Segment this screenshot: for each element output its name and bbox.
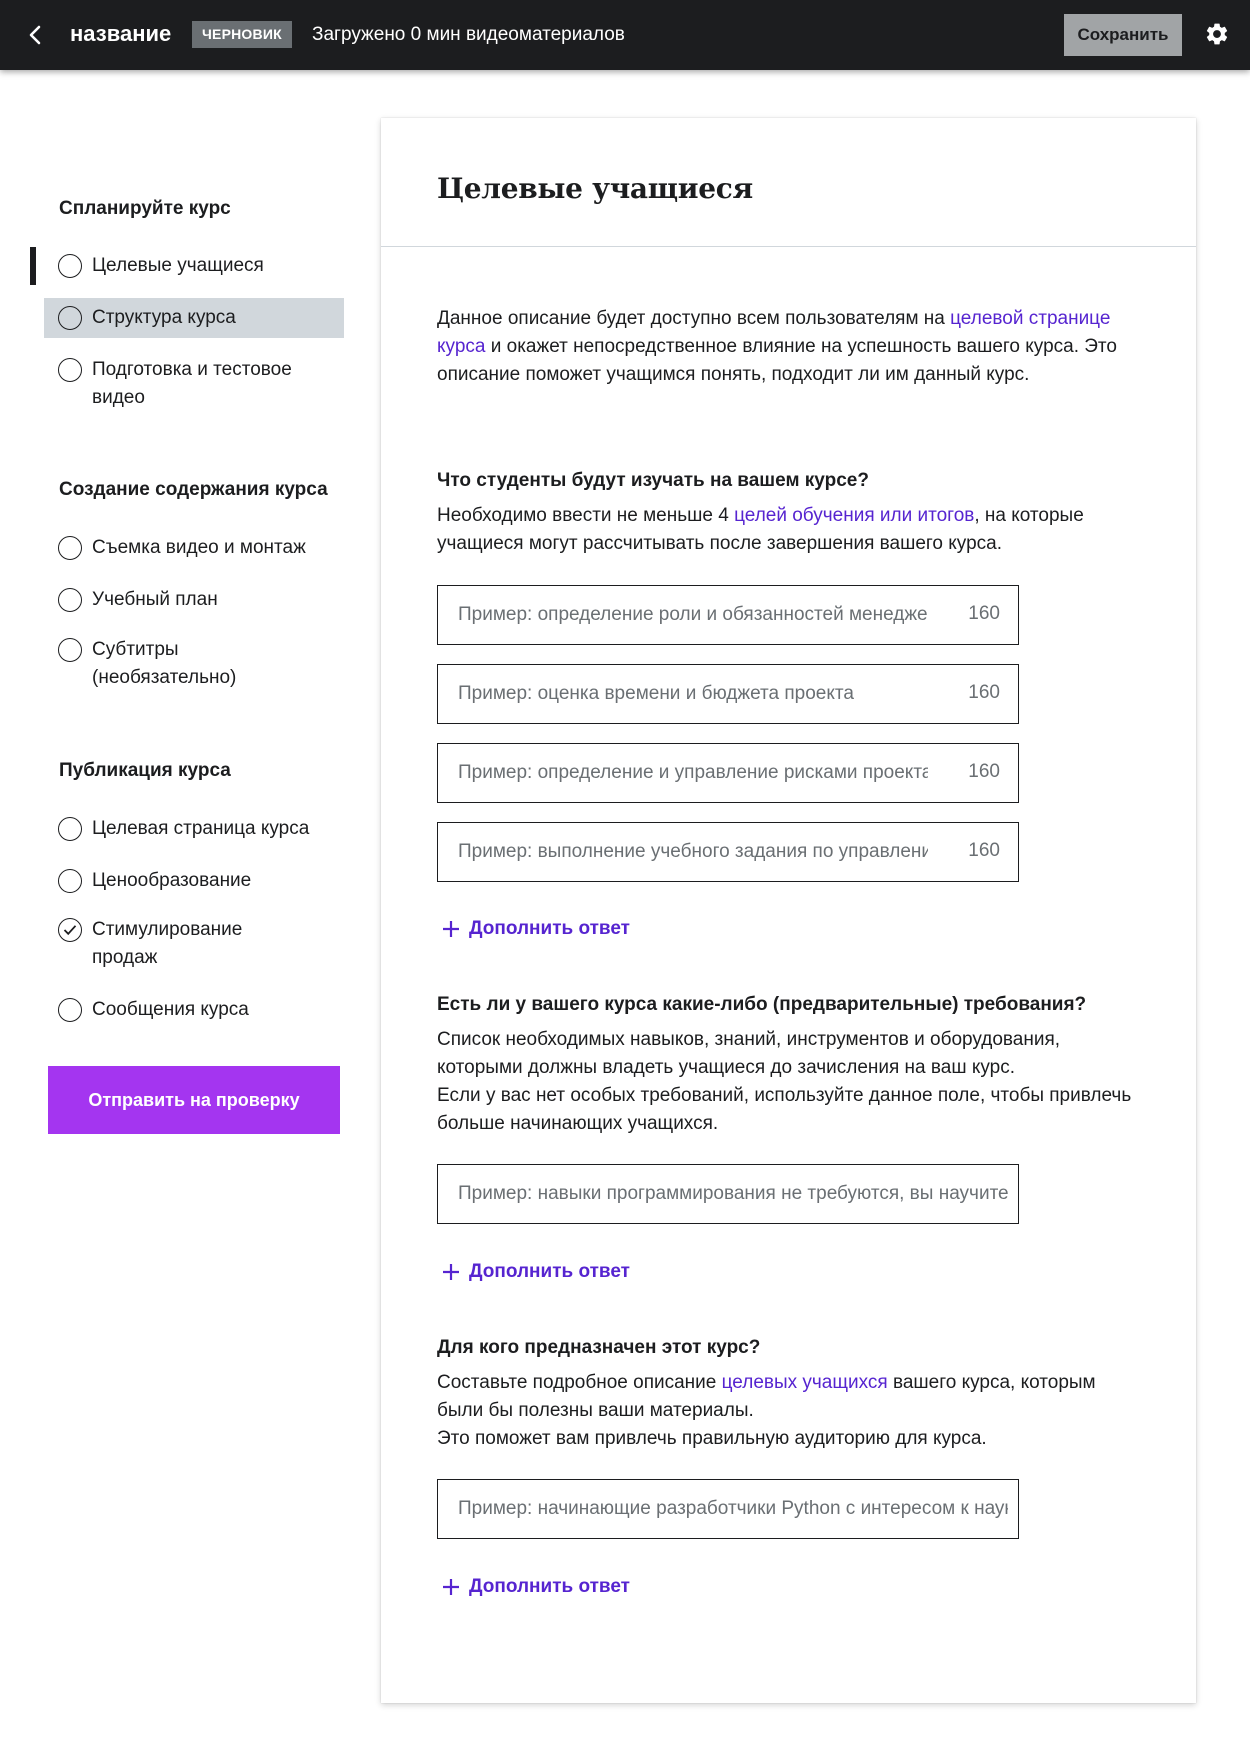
sidebar-item-label: Сообщения курса	[92, 999, 249, 1020]
circle-icon	[58, 254, 82, 278]
chevron-left-icon[interactable]	[22, 22, 48, 48]
card-header	[381, 118, 1196, 247]
add-answer-button-learn[interactable]: Дополнить ответ	[441, 918, 630, 940]
sidebar-item-target-learners[interactable]	[44, 254, 344, 292]
objective-field-4	[437, 822, 1019, 882]
sidebar-item-captions[interactable]	[44, 638, 274, 692]
char-counter: 160	[968, 682, 1000, 703]
section-title-create: Создание содержания курса	[59, 479, 328, 500]
circle-icon	[58, 998, 82, 1022]
sidebar-item-label: Целевая страница курса	[92, 818, 310, 839]
plus-icon	[441, 919, 461, 939]
char-counter: 160	[968, 603, 1000, 624]
circle-icon	[58, 817, 82, 841]
sidebar-item-label: Субтитры (необязательно)	[92, 639, 237, 688]
objective-field-1	[437, 585, 1019, 645]
sidebar-item-film-edit[interactable]	[44, 536, 344, 562]
question-title-learn: Что студенты будут изучать на вашем курсе?	[437, 470, 869, 491]
target-learners-link[interactable]: целевых учащихся	[721, 1372, 888, 1393]
objective-input-2[interactable]	[438, 665, 928, 723]
main-card	[381, 118, 1196, 1703]
plus-icon	[441, 1262, 461, 1282]
objective-field-2	[437, 664, 1019, 724]
sidebar-item-label: Стимулирование продаж	[92, 919, 243, 968]
sidebar-item-pricing[interactable]	[44, 869, 344, 895]
submit-for-review-button[interactable]: Отправить на проверку	[48, 1066, 340, 1134]
objective-input-4[interactable]	[438, 823, 928, 881]
upload-status: Загружено 0 мин видеоматериалов	[312, 24, 625, 45]
sidebar-item-label: Съемка видео и монтаж	[92, 537, 306, 558]
question-desc-learn: Необходимо ввести не меньше 4 целей обучения или итогов, на которые учащиеся могут рассчитывать после завершения вашего курса.	[437, 505, 1084, 554]
sidebar-item-landing-page[interactable]	[44, 817, 344, 843]
plus-icon	[441, 1577, 461, 1597]
check-circle-icon	[58, 918, 82, 942]
gear-icon[interactable]	[1200, 17, 1234, 51]
sidebar-item-label: Структура курса	[92, 307, 236, 328]
top-bar	[0, 0, 1250, 70]
circle-icon	[58, 536, 82, 560]
learning-goals-link[interactable]: целей обучения или итогов	[734, 505, 975, 526]
objective-input-1[interactable]	[438, 586, 928, 644]
question-title-prereq: Есть ли у вашего курса какие-либо (предварительные) требования?	[437, 994, 1087, 1015]
circle-icon	[58, 588, 82, 612]
prerequisite-field	[437, 1164, 1019, 1224]
add-answer-button-prereq[interactable]: Дополнить ответ	[441, 1261, 630, 1283]
circle-icon	[58, 358, 82, 382]
objective-field-3	[437, 743, 1019, 803]
sidebar-item-label: Целевые учащиеся	[92, 255, 264, 276]
active-indicator	[30, 247, 36, 285]
audience-input[interactable]	[438, 1480, 1008, 1538]
save-button[interactable]: Сохранить	[1064, 14, 1182, 56]
question-title-audience: Для кого предназначен этот курс?	[437, 1337, 761, 1358]
sidebar-item-promotions[interactable]	[44, 918, 274, 972]
sidebar-item-course-messages[interactable]	[44, 998, 344, 1024]
add-answer-button-audience[interactable]: Дополнить ответ	[441, 1576, 630, 1598]
circle-icon	[58, 638, 82, 662]
sidebar-item-setup-test-video[interactable]	[44, 358, 314, 412]
sidebar-item-course-structure[interactable]	[44, 298, 344, 338]
sidebar-item-label: Ценообразование	[92, 870, 252, 891]
intro-text: Данное описание будет доступно всем пользователям на целевой странице курса и окажет непосредственное влияние на успешность вашего курса. Это описание поможет учащимся понять, подходит ли им данный курс.	[437, 308, 1117, 385]
circle-icon	[58, 869, 82, 893]
page-title: Целевые учащиеся	[437, 172, 753, 205]
question-desc-prereq-2: Если у вас нет особых требований, используйте данное поле, чтобы привлечь больше начинающих учащихся.	[437, 1085, 1132, 1134]
section-title-publish: Публикация курса	[59, 760, 231, 781]
audience-field	[437, 1479, 1019, 1539]
question-desc-audience-2: Это поможет вам привлечь правильную аудиторию для курса.	[437, 1428, 987, 1449]
char-counter: 160	[968, 840, 1000, 861]
sidebar-item-curriculum[interactable]	[44, 588, 344, 614]
landing-page-link[interactable]: целевой странице курса	[437, 308, 1111, 357]
circle-icon	[58, 306, 82, 330]
prerequisite-input[interactable]	[438, 1165, 1008, 1223]
course-title[interactable]: название	[70, 21, 172, 46]
char-counter: 160	[968, 761, 1000, 782]
sidebar-item-label: Подготовка и тестовое видео	[92, 359, 292, 408]
sidebar-item-label: Учебный план	[92, 589, 218, 610]
question-desc-prereq: Список необходимых навыков, знаний, инструментов и оборудования, которыми должны владеть учащиеся до зачисления на ваш курс.	[437, 1029, 1061, 1078]
question-desc-audience: Составьте подробное описание целевых учащихся вашего курса, которым были бы полезны ваши материалы.	[437, 1372, 1096, 1421]
objective-input-3[interactable]	[438, 744, 928, 802]
section-title-plan: Спланируйте курс	[59, 198, 231, 219]
draft-badge: ЧЕРНОВИК	[192, 21, 292, 48]
